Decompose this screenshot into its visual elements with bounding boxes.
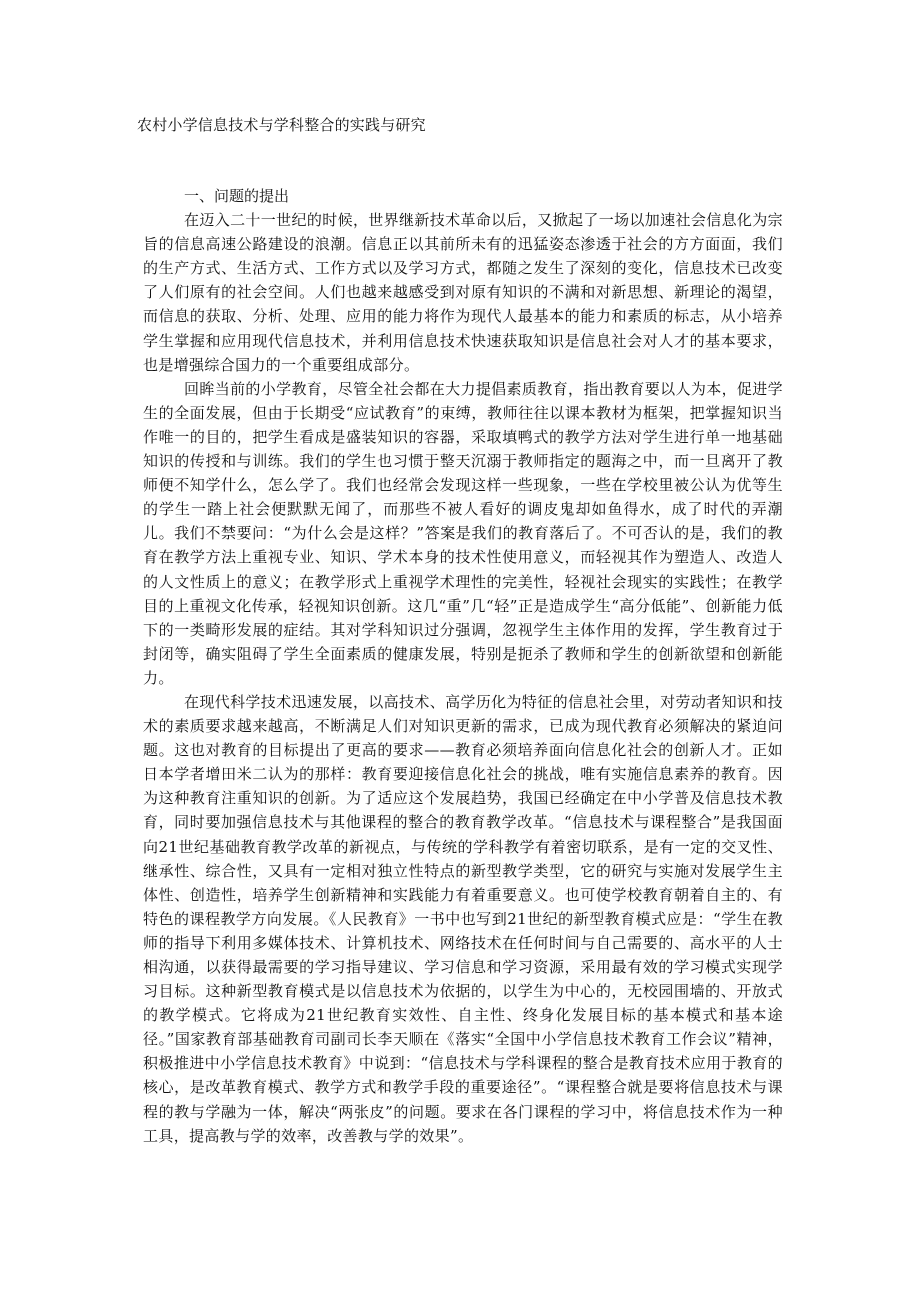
section-heading: 一、问题的提出 — [184, 187, 290, 205]
document-title: 农村小学信息技术与学科整合的实践与研究 — [137, 116, 426, 134]
paragraph-2: 回眸当前的小学教育，尽管全社会都在大力提倡素质教育，指出教育要以人为本，促进学生的全面发展，但由于长期受“应试教育”的束缚，教师往往以课本教材为框架，把掌握知识当作唯一的目的，把学生看成是盛装知识的容器，采取填鸭式的教学方法对学生进行单一地基础知识的传授和与训练。我们的学生也习惯于整天沉溺于教师指定的题海之中，而一旦离开了教师便不知学什么，怎么学了。我们也经常会发现这样一些现象，一些在学校里被公认为优等生的学生一踏上社会便默默无闻了，而那些不被人看好的调皮鬼却如鱼得水，成了时代的弄潮儿。我们不禁要问：“为什么会是这样？”答案是我们的教育落后了。不可否认的是，我们的教育在教学方法上重视专业、知识、学术本身的技术性使用意义，而轻视其作为塑造人、改造人的人文性质上的意义；在教学形式上重视学术理性的完美性，轻视社会现实的实践性；在教学目的上重视文化传承，轻视知识创新。这几“重”几“轻”正是造成学生“高分低能”、创新能力低下的一类畸形发展的症结。其对学科知识过分强调，忽视学生主体作用的发挥，学生教育过于封闭等，确实阻碍了学生全面素质的健康发展，特别是扼杀了教师和学生的创新欲望和创新能力。 — [143, 379, 783, 687]
document-body — [143, 184, 783, 1148]
paragraph-1: 在迈入二十一世纪的时候，世界继新技术革命以后，又掀起了一场以加速社会信息化为宗旨的信息高速公路建设的浪潮。信息正以其前所未有的迅猛姿态渗透于社会的方方面面，我们的生产方式、生活方式、工作方式以及学习方式，都随之发生了深刻的变化，信息技术已改变了人们原有的社会空间。人们也越来越感受到对原有知识的不满和对新思想、新理论的渴望，而信息的获取、分析、处理、应用的能力将作为现代人最基本的能力和素质的标志，从小培养学生掌握和应用现代信息技术，并利用信息技术快速获取知识是信息社会对人才的基本要求，也是增强综合国力的一个重要组成部分。 — [143, 211, 783, 374]
paragraph-3: 在现代科学技术迅速发展，以高技术、高学历化为特征的信息社会里，对劳动者知识和技术的素质要求越来越高，不断满足人们对知识更新的需求，已成为现代教育必须解决的紧迫问题。这也对教育的目标提出了更高的要求——教育必须培养面向信息化社会的创新人才。正如日本学者增田米二认为的那样：教育要迎接信息化社会的挑战，唯有实施信息素养的教育。因为这种教育注重知识的创新。为了适应这个发展趋势，我国已经确定在中小学普及信息技术教育，同时要加强信息技术与其他课程的整合的教育教学改革。“信息技术与课程整合”是我国面向21世纪基础教育教学改革的新视点，与传统的学科教学有着密切联系，是有一定的交叉性、继承性、综合性，又具有一定相对独立性特点的新型教学类型，它的研究与实施对发展学生主体性、创造性，培养学生创新精神和实践能力有着重要意义。也可使学校教育朝着自主的、有特色的课程教学方向发展。《人民教育》一书中也写到21世纪的新型教育模式应是：“学生在教师的指导下利用多媒体技术、计算机技术、网络技术在任何时间与自己需要的、高水平的人士相沟通，以获得最需要的学习指导建议、学习信息和学习资源，采用最有效的学习模式实现学习目标。这种新型教育模式是以信息技术为依据的，以学生为中心的，无校园围墙的、开放式的教学模式。它将成为21世纪教育实效性、自主性、终身化发展目标的基本模式和基本途径。”国家教育部基础教育司副司长李天顺在《落实“全国中小学信息技术教育工作会议”精神，积极推进中小学信息技术教育》中说到：“信息技术与学科课程的整合是教育技术应用于教育的核心，是改革教育模式、教学方式和教学手段的重要途径”。“课程整合就是要将信息技术与课程的教与学融为一体，解决“两张皮”的问题。要求在各门课程的学习中，将信息技术作为一种工具，提高教与学的效率，改善教与学的效果”。 — [143, 692, 783, 1145]
